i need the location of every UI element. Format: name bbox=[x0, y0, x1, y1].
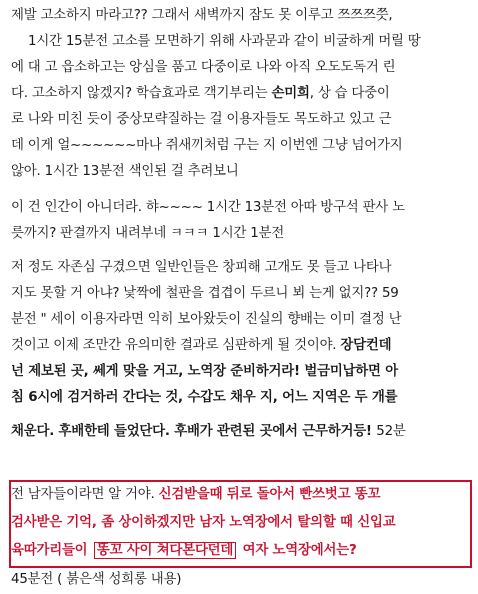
text-line: 데 이게 얼~~~~~~마나 쥐새끼처럼 구는 지 이번엔 그냥 넘어가지 bbox=[11, 138, 403, 153]
text-span: 다. 고소하지 않겠지? 학습효과로 객기부리는 bbox=[11, 86, 272, 101]
text-line: 이 건 인간이 아니더라. 햐~~~~ 1시간 13분전 아따 방구석 판사 노 bbox=[11, 200, 405, 215]
text-line bbox=[11, 81, 471, 107]
red-text: 여자 노역장에서는? bbox=[238, 543, 357, 558]
boxed-phrase: 똥꼬 사이 쳐다본다던데 bbox=[94, 542, 236, 559]
text-span: 쯔쯔쯔쯧 bbox=[337, 8, 389, 23]
text-line: 않아. 1시간 13분전 색인된 걸 추려보니 bbox=[11, 164, 239, 179]
bold-span: 채운다. 후배한테 들었단다. 후배가 관련된 곳에서 근무하거등! bbox=[11, 424, 377, 439]
text-line: 분전 " 세이 이용자라면 익히 보아왔듯이 진실의 향배는 이미 결정 난 bbox=[11, 312, 402, 327]
red-text: 육따가리들이 bbox=[11, 543, 92, 558]
text-span: 전 남자들이라면 알 거야. bbox=[11, 487, 159, 502]
text-line bbox=[11, 482, 471, 508]
text-span: 것이고 이제 조만간 유의미한 결과로 심판하게 될 것이야. bbox=[11, 338, 341, 353]
text-line: 지도 못할 거 아냐? 낯짝에 철판을 겹겹이 두르니 뵈 는게 없지?? 59 bbox=[11, 286, 399, 301]
text-line: 저 정도 자존심 구겼으면 일반인들은 창피해 고개도 못 들고 나타나 bbox=[11, 260, 392, 275]
text-line-bold: 침 6시에 검거하러 간다는 것, 수갑도 채우 지, 어느 지역은 두 개를 bbox=[11, 390, 398, 405]
text-span: 52분 bbox=[376, 424, 406, 439]
caption-line: 45분전 ( 붉은색 성희롱 내용) bbox=[11, 572, 182, 587]
bold-span: 장담컨데 bbox=[340, 338, 392, 353]
name-highlight: 손미희 bbox=[271, 86, 310, 101]
red-text-line: 검사받은 기억, 좀 상이하겠지만 남자 노역장에서 탈의할 때 신입교 bbox=[11, 515, 396, 530]
text-line: 릇까지? 판결까지 내려부네 ㅋㅋㅋ 1시간 1분전 bbox=[11, 226, 285, 241]
text-span: , 상 습 다중이 bbox=[309, 86, 390, 101]
text-line bbox=[11, 333, 471, 359]
text-span: , bbox=[388, 8, 393, 23]
text-line-bold: 넌 제보된 곳, 쎄게 맞을 거고, 노역장 준비하거라! 벌금미납하면 아 bbox=[11, 364, 398, 379]
text-line: 1시간 15분전 고소를 모면하기 위해 사과문과 같이 비굴하게 머릴 땅 bbox=[28, 34, 421, 49]
text-line bbox=[11, 3, 471, 29]
text-line bbox=[11, 419, 471, 445]
red-text: 신검받을때 뒤로 돌아서 빤쓰벗고 똥꼬 bbox=[158, 487, 381, 502]
text-line: 로 나와 미친 듯이 중상모략질하는 걸 이용자들도 목도하고 있고 근 bbox=[11, 112, 392, 127]
text-line: 에 대 고 읍소하고는 앙심을 품고 다중이로 나와 아직 오도도독거 린 bbox=[11, 60, 396, 75]
text-span: 제발 고소하지 마라고?? 그래서 새벽까지 잠도 못 이루고 bbox=[11, 8, 338, 23]
text-line bbox=[11, 538, 471, 564]
